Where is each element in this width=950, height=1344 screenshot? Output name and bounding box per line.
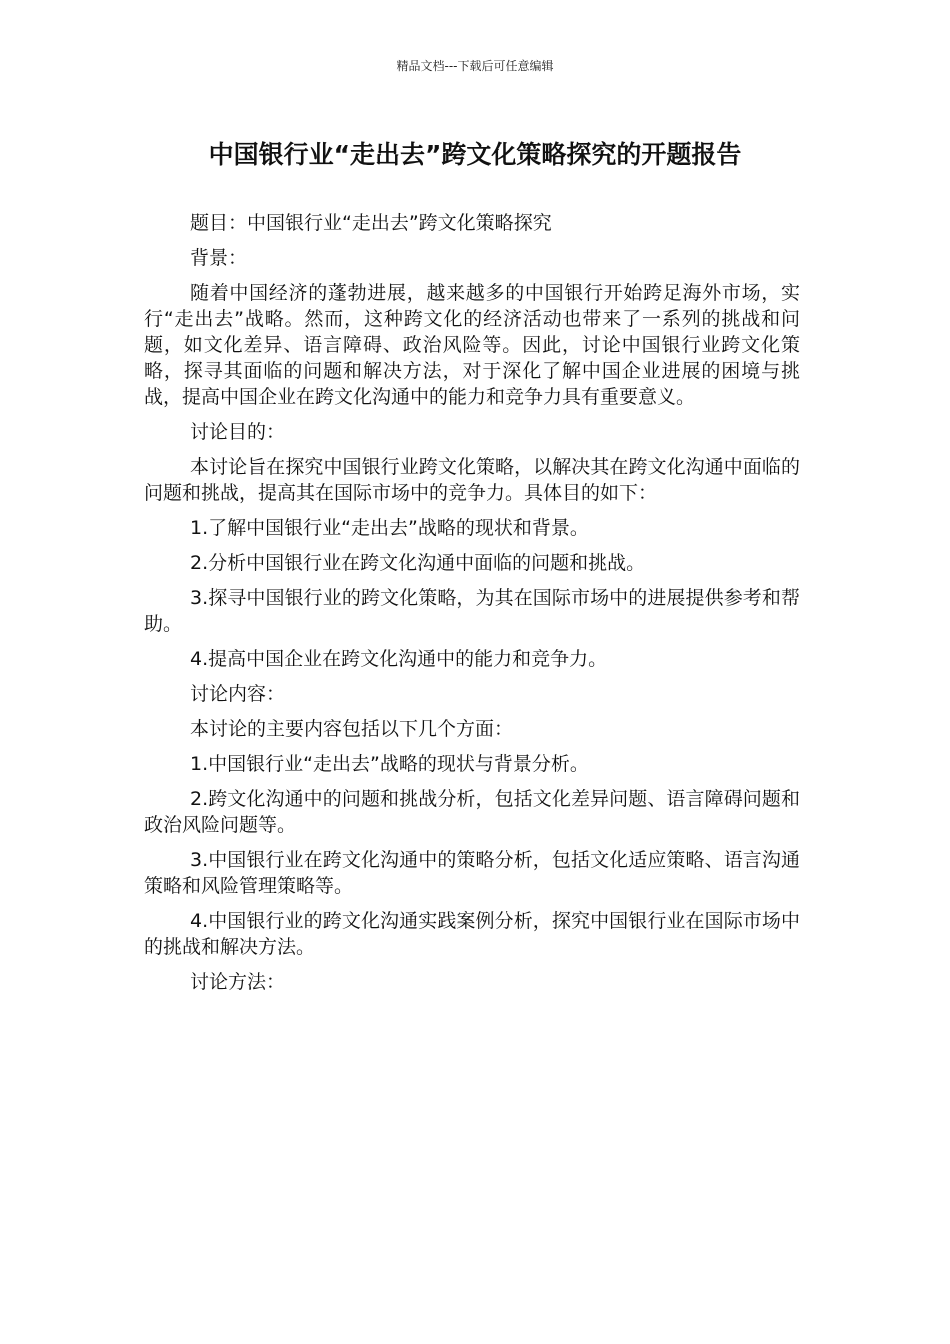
- list-item: 2.分析中国银行业在跨文化沟通中面临的问题和挑战。: [190, 552, 646, 574]
- list-item: 2.跨文化沟通中的问题和挑战分析，包括文化差异问题、语言障碍问题和政治风险问题等。: [144, 788, 800, 836]
- topic-line: 题目：中国银行业“走出去”跨文化策略探究: [190, 212, 552, 234]
- list-item: 1.中国银行业“走出去”战略的现状与背景分析。: [190, 753, 589, 775]
- purpose-paragraph: 本讨论旨在探究中国银行业跨文化策略，以解决其在跨文化沟通中面临的问题和挑战，提高其在国际市场中的竞争力。具体目的如下：: [144, 456, 800, 504]
- document-body: [144, 210, 800, 1004]
- section-heading-method: 讨论方法：: [190, 971, 286, 993]
- list-item: 1.了解中国银行业“走出去”战略的现状和背景。: [190, 517, 589, 539]
- page-header: 精品文档---下载后可任意编辑: [396, 59, 554, 73]
- list-item: 4.中国银行业的跨文化沟通实践案例分析，探究中国银行业在国际市场中的挑战和解决方法。: [144, 910, 800, 958]
- section-heading-background: 背景：: [190, 247, 248, 269]
- list-item: 4.提高中国企业在跨文化沟通中的能力和竞争力。: [190, 648, 608, 670]
- background-paragraph: 随着中国经济的蓬勃进展，越来越多的中国银行开始跨足海外市场，实行“走出去”战略。然而，这种跨文化的经济活动也带来了一系列的挑战和问题，如文化差异、语言障碍、政治风险等。因此，讨论中国银行业跨文化策略，探寻其面临的问题和解决方法，对于深化了解中国企业进展的困境与挑战，提高中国企业在跨文化沟通中的能力和竞争力具有重要意义。: [144, 282, 800, 408]
- section-heading-content: 讨论内容：: [190, 683, 286, 705]
- content-intro: 本讨论的主要内容包括以下几个方面：: [190, 718, 514, 740]
- list-item: 3.中国银行业在跨文化沟通中的策略分析，包括文化适应策略、语言沟通策略和风险管理策略等。: [144, 849, 800, 897]
- document-title: 中国银行业“走出去”跨文化策略探究的开题报告: [208, 140, 742, 169]
- list-item: 3.探寻中国银行业的跨文化策略，为其在国际市场中的进展提供参考和帮助。: [144, 587, 800, 635]
- section-heading-purpose: 讨论目的：: [190, 421, 286, 443]
